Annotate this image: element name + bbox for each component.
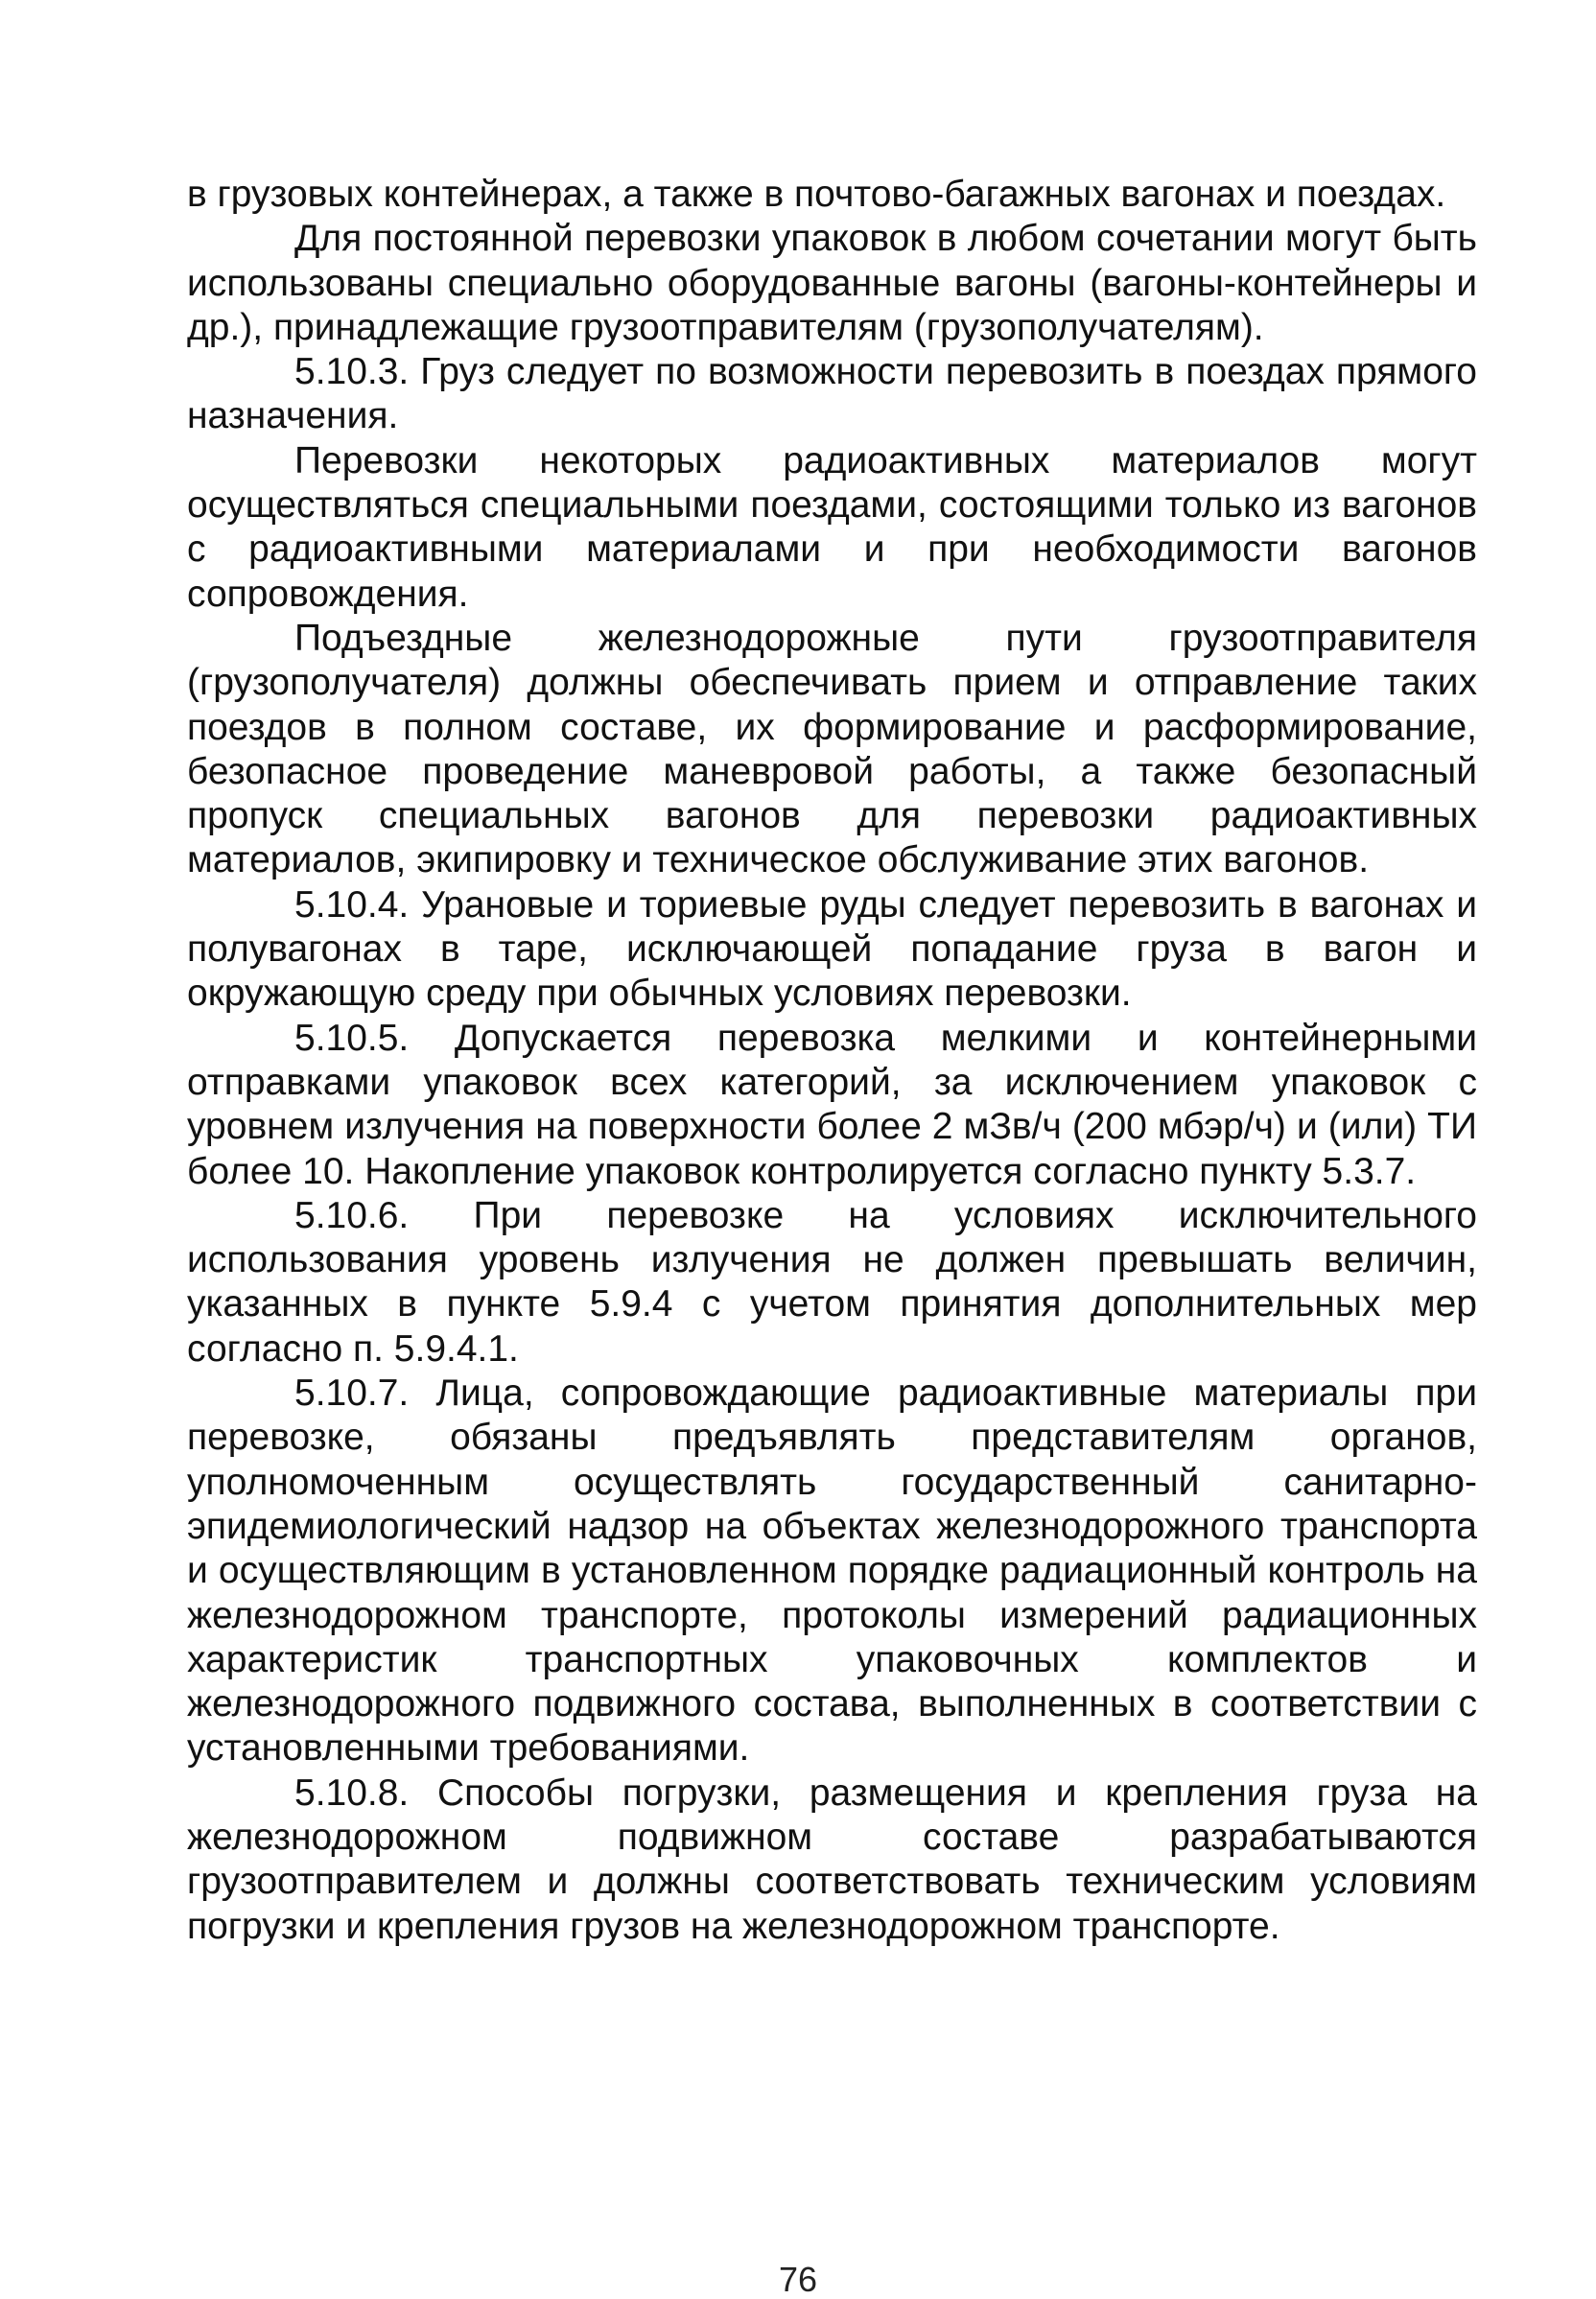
paragraph-special-wagons: Для постоянной перевозки упаковок в любом сочетании могут быть использованы специально оборудованные вагоны (вагоны-контейнеры и др.), принадлежащие грузоотправителям (грузополучателям). — [187, 218, 1477, 348]
paragraph-5-10-7: 5.10.7. Лица, сопровождающие радиоактивные материалы при перевозке, обязаны предъявлять представителям органов, уполномоченным осуществлять государственный санитарно-эпидемиологический надзор на объектах железнодорожного транспорта и осуществляющим в установленном порядке радиационный контроль на железнодорожном транспорте, протоколы измерений радиационных характеристик транспортных упаковочных комплектов и железнодорожного подвижного состава, выполненных в соответствии с установленными требованиями. — [187, 1372, 1477, 1770]
paragraph-access-tracks: Подъездные железнодорожные пути грузоотправителя (грузополучателя) должны обеспечивать прием и отправление таких поездов в полном составе, их формирование и расформирование, безопасное проведение маневровой работы, а также безопасный пропуск специальных вагонов для перевозки радиоактивных материалов, экипировку и техническое обслуживание этих вагонов. — [187, 617, 1477, 881]
paragraph-5-10-5: 5.10.5. Допускается перевозка мелкими и контейнерными отправками упаковок всех категорий, за исключением упаковок с уровнем излучения на поверхности более 2 мЗв/ч (200 мбэр/ч) и (или) ТИ более 10. Накопление упаковок контролируется согласно пункту 5.3.7. — [187, 1017, 1477, 1192]
document-body — [187, 173, 1477, 1949]
paragraph-5-10-6: 5.10.6. При перевозке на условиях исключительного использования уровень излучения не должен превышать величин, указанных в пункте 5.9.4 с учетом принятия дополнительных мер согласно п. 5.9.4.1. — [187, 1194, 1477, 1370]
paragraph-5-10-8: 5.10.8. Способы погрузки, размещения и крепления груза на железнодорожном подвижном составе разрабатываются грузоотправителем и должны соответствовать техническим условиям погрузки и крепления грузов на железнодорожном транспорте. — [187, 1771, 1477, 1947]
paragraph-5-10-4: 5.10.4. Урановые и ториевые руды следует перевозить в вагонах и полувагонах в таре, исключающей попадание груза в вагон и окружающую среду при обычных условиях перевозки. — [187, 883, 1477, 1015]
paragraph-continuation: в грузовых контейнерах, а также в почтово-багажных вагонах и поездах. — [187, 174, 1446, 215]
paragraph-special-trains: Перевозки некоторых радиоактивных материалов могут осуществляться специальными поездами, состоящими только из вагонов с радиоактивными материалами и при необходимости вагонов сопровождения. — [187, 439, 1477, 615]
paragraph-5-10-3: 5.10.3. Груз следует по возможности перевозить в поездах прямого назначения. — [187, 351, 1477, 437]
page-number: 76 — [778, 2260, 818, 2299]
